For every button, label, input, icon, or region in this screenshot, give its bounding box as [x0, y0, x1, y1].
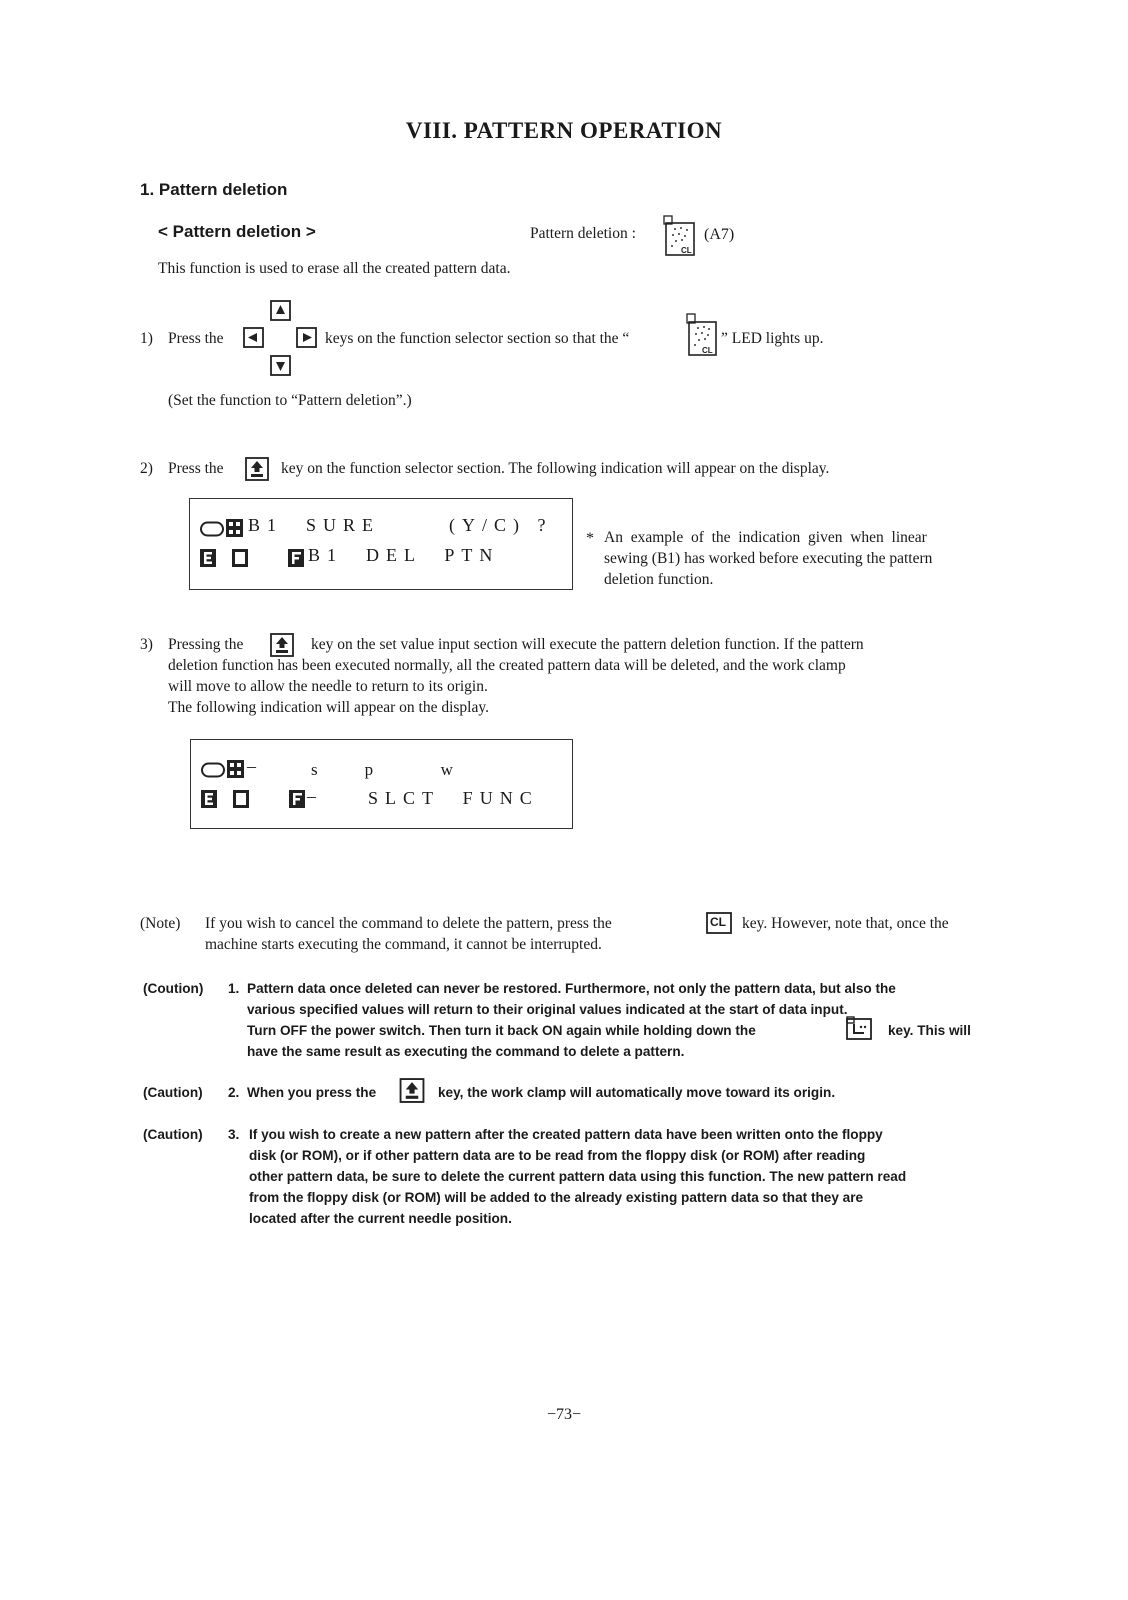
- enter-key-icon-2[interactable]: [270, 633, 294, 657]
- step-3-text-before: Pressing the: [168, 636, 244, 653]
- lcd-row-1-text: s p w: [311, 760, 459, 779]
- step-1-text-before: Press the: [168, 330, 224, 347]
- pattern-deletion-led-icon: [663, 215, 697, 257]
- f-indicator-icon-2: [289, 790, 305, 808]
- caution-1-line-1: Pattern data once deleted can never be restored. Furthermore, not only the pattern data, but also the: [247, 981, 896, 996]
- step-2-text-before: Press the: [168, 460, 224, 477]
- caution-2-number: 2.: [228, 1085, 240, 1100]
- clear-step-key-icon[interactable]: [846, 1016, 872, 1040]
- footnote-line-2: sewing (B1) has worked before executing the pattern: [604, 550, 933, 567]
- step-3-line-4: The following indication will appear on the display.: [168, 699, 489, 716]
- lcd-row-2-text: SLCT FUNC: [368, 788, 539, 808]
- caution-3-line-3: other pattern data, be sure to delete the current pattern data using this function. The new pattern read: [249, 1169, 907, 1184]
- caution-3-line-2: disk (or ROM), or if other pattern data are to be read from the floppy disk (or ROM) after reading: [249, 1148, 866, 1163]
- note-line-1-before: If you wish to cancel the command to delete the pattern, press the: [205, 915, 612, 932]
- step-3-number: 3): [140, 636, 153, 653]
- caution-2-line-1-before: When you press the: [247, 1085, 377, 1100]
- lcd-row-2: B1 DEL PTN: [308, 545, 500, 565]
- lcd-row-2-dash: –: [307, 786, 316, 806]
- enter-key-icon[interactable]: [245, 457, 269, 481]
- step-1-text-middle: keys on the function selector section so that the “: [325, 330, 630, 347]
- left-arrow-key[interactable]: [243, 327, 264, 348]
- caution-1-line-2: various specified values will return to their original values indicated at the start of data input.: [247, 1002, 848, 1017]
- caution-3-line-5: located after the current needle position.: [249, 1211, 512, 1226]
- caution-1-label: (Coution): [143, 981, 204, 996]
- sewing-indicator-icon: [200, 521, 224, 537]
- clear-key-label: CL: [710, 915, 726, 929]
- lcd-row-1: B1 SURE (Y/C) ?: [248, 515, 553, 535]
- note-label: (Note): [140, 915, 181, 932]
- caution-1-line-3-before: Turn OFF the power switch. Then turn it back ON again while holding down the: [247, 1023, 756, 1038]
- e-indicator-icon: [200, 549, 216, 567]
- pattern-grid-icon-2: [227, 760, 244, 778]
- f-indicator-icon: [288, 549, 304, 567]
- step-2-text-after: key on the function selector section. The following indication will appear on the display.: [281, 460, 830, 477]
- pattern-grid-icon: [226, 519, 243, 537]
- step-1-number: 1): [140, 330, 153, 347]
- caution-2-line-1-after: key, the work clamp will automatically move toward its origin.: [438, 1085, 836, 1100]
- up-arrow-key[interactable]: [270, 300, 291, 321]
- right-arrow-key[interactable]: [296, 327, 317, 348]
- square-indicator-icon: [232, 549, 248, 567]
- lcd-display-select-function: [190, 739, 573, 829]
- down-arrow-key[interactable]: [270, 355, 291, 376]
- footnote-star: *: [586, 530, 594, 547]
- step-3-line-3: will move to allow the needle to return to its origin.: [168, 678, 488, 695]
- clear-key[interactable]: [706, 912, 732, 934]
- square-indicator-icon-2: [233, 790, 249, 808]
- e-indicator-icon-2: [201, 790, 217, 808]
- svg-text:CL: CL: [681, 246, 692, 255]
- page-number: −73−: [546, 1406, 582, 1423]
- caution-3-label: (Caution): [143, 1127, 203, 1142]
- subsection-heading: < Pattern deletion >: [158, 222, 316, 241]
- note-line-1-after: key. However, note that, once the: [742, 915, 949, 932]
- chapter-title: VIII. PATTERN OPERATION: [405, 118, 723, 143]
- lcd-row-1-dash: –: [247, 756, 256, 776]
- mode-label: Pattern deletion :: [530, 225, 636, 242]
- enter-key-icon-3[interactable]: [399, 1078, 425, 1103]
- caution-2-label: (Caution): [143, 1085, 203, 1100]
- pattern-deletion-led-small-icon: [686, 313, 718, 357]
- step-2-number: 2): [140, 460, 153, 477]
- step-1-note: (Set the function to “Pattern deletion”.): [168, 392, 412, 409]
- intro-text: This function is used to erase all the created pattern data.: [158, 260, 511, 277]
- step-3-line-2: deletion function has been executed normally, all the created pattern data will be deleted, and the work clamp: [168, 657, 846, 674]
- section-heading: 1. Pattern deletion: [140, 180, 288, 199]
- mode-code: (A7): [704, 226, 735, 243]
- caution-3-line-4: from the floppy disk (or ROM) will be added to the already existing pattern data so that they are: [249, 1190, 864, 1205]
- note-line-2: machine starts executing the command, it cannot be interrupted.: [205, 936, 602, 953]
- caution-3-line-1: If you wish to create a new pattern after the created pattern data have been written onto the floppy: [249, 1127, 883, 1142]
- footnote-line-3: deletion function.: [604, 571, 714, 588]
- svg-text:CL: CL: [702, 346, 713, 355]
- step-1-text-after: ” LED lights up.: [721, 330, 824, 347]
- caution-1-number: 1.: [228, 981, 240, 996]
- caution-1-line-3-after: key. This will: [888, 1023, 971, 1038]
- caution-1-line-4: have the same result as executing the command to delete a pattern.: [247, 1044, 685, 1059]
- lcd-display-confirm: [189, 498, 573, 590]
- step-3-line-1: key on the set value input section will execute the pattern deletion function. If the pattern: [311, 636, 864, 653]
- caution-3-number: 3.: [228, 1127, 240, 1142]
- footnote-line-1: An example of the indication given when linear: [604, 529, 927, 546]
- sewing-indicator-icon-2: [201, 762, 225, 778]
